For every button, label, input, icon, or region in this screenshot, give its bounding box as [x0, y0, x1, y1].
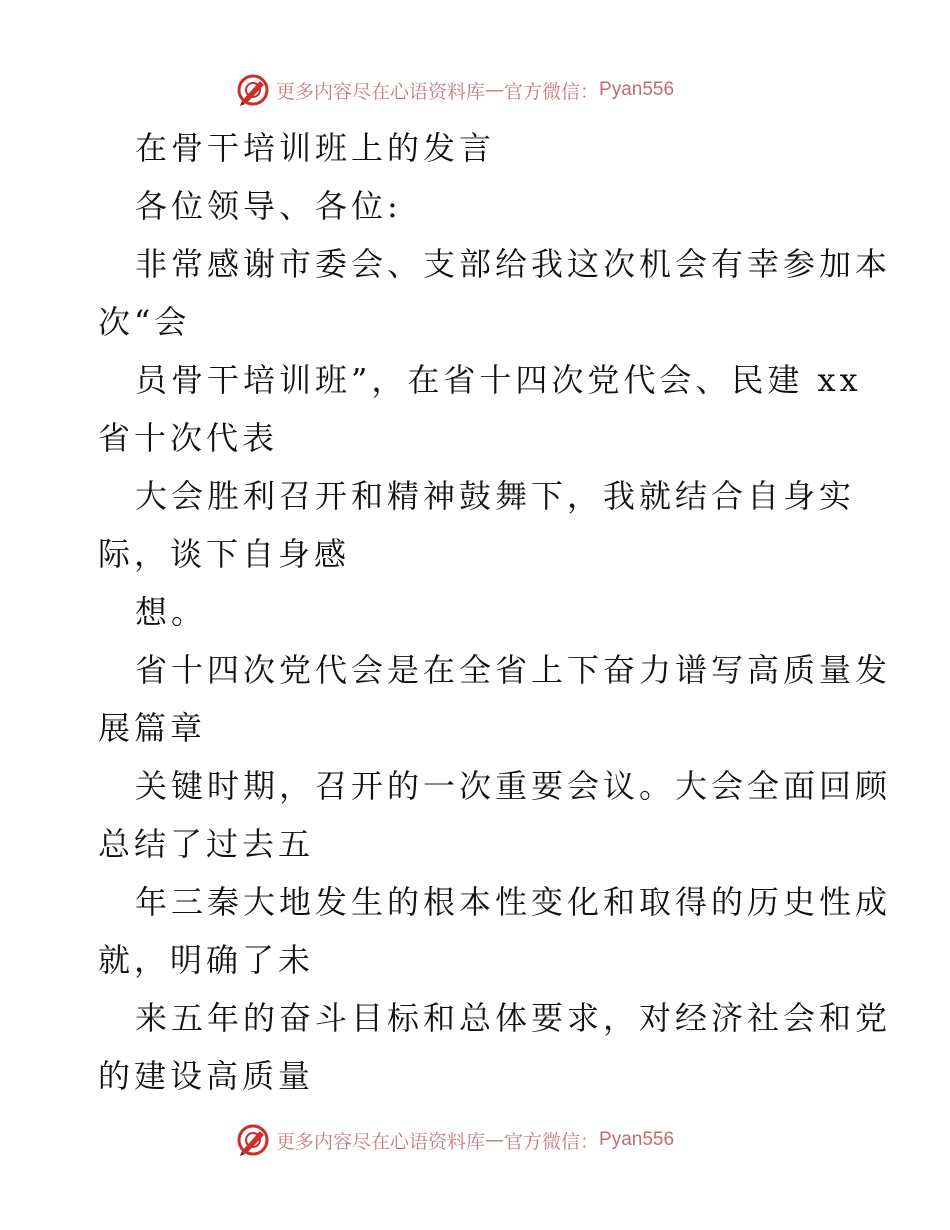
doc-line: 次“会	[98, 303, 191, 341]
doc-line: 关键时期，召开的一次重要会议。大会全面回顾	[135, 767, 892, 805]
doc-line: 省十次代表	[98, 419, 279, 457]
red-pen-logo-icon	[236, 1123, 270, 1157]
banner-wechat-label: 官方微信：	[504, 80, 600, 103]
banner-text: 更多内容尽在心语资料库	[276, 1130, 486, 1153]
red-pen-logo-icon	[236, 73, 270, 107]
footer-watermark-banner	[236, 1122, 756, 1158]
doc-line: 的建设高质量	[98, 1057, 315, 1095]
banner-wechat-id: Pyan556	[599, 79, 675, 100]
doc-line: 大会胜利召开和精神鼓舞下，我就结合自身实	[135, 477, 856, 515]
doc-line: 展篇章	[98, 709, 207, 747]
doc-line: 年三秦大地发生的根本性变化和取得的历史性成	[135, 883, 892, 921]
doc-line: 非常感谢市委会、支部给我这次机会有幸参加本	[135, 245, 892, 283]
banner-wechat-label: 官方微信：	[504, 1130, 600, 1153]
doc-line: 员骨干培训班”，在省十四次党代会、民建 xx	[135, 361, 862, 399]
doc-line: 际，谈下自身感	[98, 535, 351, 573]
doc-line: 就，明确了未	[98, 941, 315, 979]
banner-text: 更多内容尽在心语资料库	[276, 80, 486, 103]
doc-line: 想。	[135, 593, 208, 631]
banner-separator: —	[485, 79, 505, 101]
doc-title: 在骨干培训班上的发言	[135, 129, 496, 167]
doc-line: 总结了过去五	[98, 825, 315, 863]
doc-line: 省十四次党代会是在全省上下奋力谱写高质量发	[135, 651, 892, 689]
doc-line: 各位领导、各位:	[135, 187, 402, 225]
doc-line: 来五年的奋斗目标和总体要求，对经济社会和党	[135, 999, 892, 1037]
header-watermark-banner	[236, 72, 756, 108]
banner-wechat-id: Pyan556	[599, 1129, 675, 1150]
banner-separator: —	[485, 1129, 505, 1151]
